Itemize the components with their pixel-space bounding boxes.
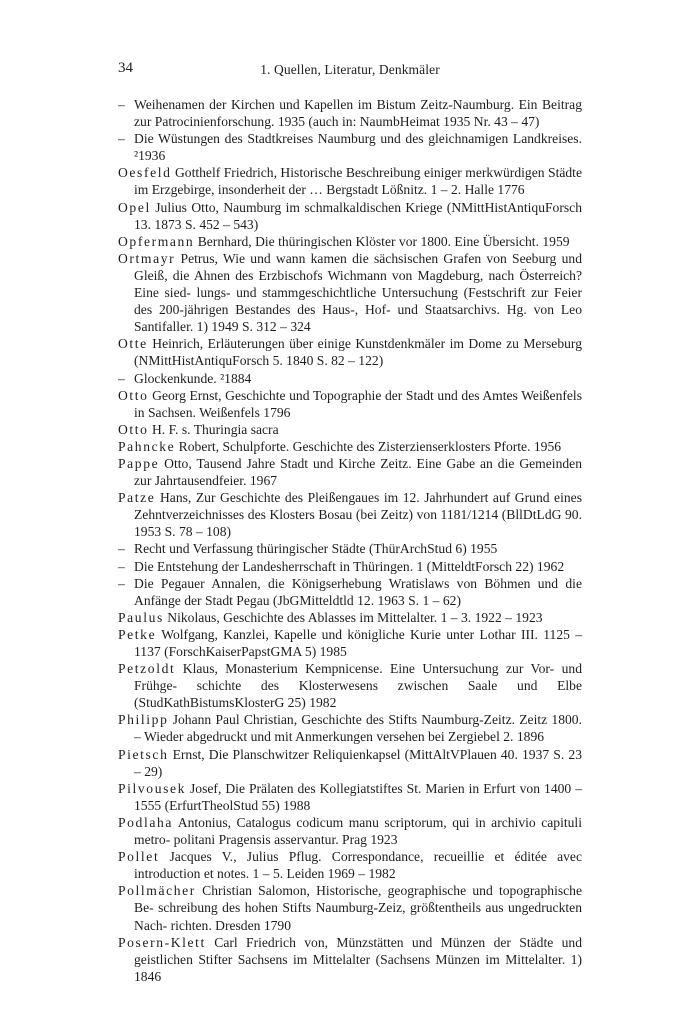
bibliography-entry	[118, 199, 582, 233]
entry-text: Petrus, Wie und wann kamen die sächsischen Grafen von Seeburg und Gleiß, die Ahnen des Erzbischofs Wichmann von Magdeburg, nach Österreich? Eine sied- lungs- und stammgeschichtliche Untersuchung (Festschrift zur Feier des 200-jährigen Bestandes des Haus-, Hof- und Staatsarchivs. Hg. von Leo Santifaller. 1) 1949 S. 312 – 324	[134, 250, 582, 335]
bibliography-entry	[118, 882, 582, 933]
bibliography-entry	[118, 609, 582, 626]
entry-author: Opfermann	[118, 233, 195, 249]
bibliography-entry	[118, 814, 582, 848]
entry-author: Posern-Klett	[118, 934, 206, 950]
bibliography-entry	[118, 421, 582, 438]
running-title: 1. Quellen, Literatur, Denkmäler	[260, 62, 440, 77]
entry-author: Otto	[118, 421, 149, 437]
entry-text: Georg Ernst, Geschichte und Topographie der Stadt und des Amtes Weißenfels in Sachsen. Weißenfels 1796	[134, 387, 582, 420]
entry-text: Ernst, Die Planschwitzer Reliquienkapsel (MittAltVPlauen 40. 1937 S. 23 – 29)	[134, 746, 582, 779]
bibliography-entry	[118, 455, 582, 489]
entry-text: Otto, Tausend Jahre Stadt und Kirche Zeitz. Eine Gabe an die Gemeinden zur Jahrtausendfeier. 1967	[134, 455, 582, 489]
entry-text: Glockenkunde. ²1884	[134, 370, 252, 386]
entry-author: Pollet	[118, 849, 160, 865]
entry-text: Klaus, Monasterium Kempnicense. Eine Untersuchung zur Vor- und Frühge- schichte des Klosterwesens zwischen Saale und Elbe (StudKathBistumsKlosterG 25) 1982	[134, 661, 582, 711]
bibliography-entry	[118, 558, 582, 575]
entry-text: Hans, Zur Geschichte des Pleißengaues im 12. Jahrhundert auf Grund eines Zehntverzeichnisses des Klosters Bosau (bei Zeitz) von 1181/1214 (BllDtLdG 90. 1953 S. 78 – 108)	[134, 490, 582, 540]
bibliography-list	[118, 96, 582, 985]
entry-author: Patze	[118, 490, 156, 506]
dash-marker: –	[118, 370, 125, 386]
bibliography-entry	[118, 233, 582, 250]
bibliography-entry	[118, 164, 582, 198]
entry-text: Weihenamen der Kirchen und Kapellen im Bistum Zeitz-Naumburg. Ein Beitrag zur Patrocinienforschung. 1935 (auch in: NaumbHeimat 1935 Nr. 43 – 47)	[134, 97, 582, 130]
dash-marker: –	[118, 541, 125, 557]
entry-author: Philipp	[118, 712, 169, 728]
entry-text: Bernhard, Die thüringischen Klöster vor 1800. Eine Übersicht. 1959	[194, 233, 570, 249]
entry-text: Johann Paul Christian, Geschichte des Stifts Naumburg-Zeitz. Zeitz 1800. – Wieder abgedruckt und mit Anmerkungen versehen bei Zergiebel 2. 1896	[134, 712, 582, 745]
bibliography-entry	[118, 575, 582, 609]
entry-text: Robert, Schulpforte. Geschichte des Zisterzienserklosters Pforte. 1956	[175, 438, 562, 454]
entry-text: Josef, Die Prälaten des Kollegiatstiftes St. Marien in Erfurt von 1400 – 1555 (ErfurtTheolStud 55) 1988	[134, 780, 582, 813]
entry-author: Pappe	[118, 455, 160, 471]
entry-author: Pietsch	[118, 746, 169, 762]
bibliography-entry	[118, 540, 582, 557]
dash-marker: –	[118, 558, 125, 574]
page-number: 34	[118, 60, 133, 76]
bibliography-entry	[118, 96, 582, 130]
entry-text: Carl Friedrich von, Münzstätten und Münzen der Städte und geistlichen Stifter Sachsens im Mittelalter (Sachsens Münzen im Mittelalter. 1) 1846	[134, 934, 582, 984]
entry-author: Petke	[118, 626, 157, 642]
bibliography-entry	[118, 335, 582, 369]
entry-text: Die Entstehung der Landesherrschaft in Thüringen. 1 (MitteldtForsch 22) 1962	[134, 558, 565, 574]
dash-marker: –	[118, 131, 125, 147]
dash-marker: –	[118, 97, 125, 112]
bibliography-entry	[118, 780, 582, 814]
bibliography-entry	[118, 130, 582, 164]
bibliography-entry	[118, 626, 582, 660]
entry-text: H. F. s. Thuringia sacra	[148, 421, 279, 437]
entry-author: Podlaha	[118, 814, 173, 830]
bibliography-entry	[118, 438, 582, 455]
bibliography-entry	[118, 746, 582, 780]
bibliography-entry	[118, 934, 582, 985]
entry-text: Gotthelf Friedrich, Historische Beschreibung einiger merkwürdigen Städte im Erzgebirge, insonderheit der … Bergstadt Lößnitz. 1 – 2. Halle 1776	[134, 165, 582, 198]
entry-author: Ortmayr	[118, 250, 176, 266]
entry-author: Pahncke	[118, 438, 176, 454]
entry-author: Paulus	[118, 609, 164, 625]
entry-author: Petzoldt	[118, 661, 176, 677]
entry-author: Otto	[118, 387, 149, 403]
entry-text: Nikolaus, Geschichte des Ablasses im Mittelalter. 1 – 3. 1922 – 1923	[163, 609, 543, 625]
entry-text: Wolfgang, Kanzlei, Kapelle und königliche Kurie unter Lothar III. 1125 – 1137 (ForschKaiserPapstGMA 5) 1985	[134, 626, 582, 659]
entry-author: Pollmächer	[118, 883, 196, 899]
entry-text: Recht und Verfassung thüringischer Städte (ThürArchStud 6) 1955	[134, 541, 498, 557]
bibliography-entry	[118, 387, 582, 421]
bibliography-entry	[118, 660, 582, 711]
entry-text: Heinrich, Erläuterungen über einige Kunstdenkmäler im Dome zu Merseburg (NMittHistAntiquForsch 5. 1840 S. 82 – 122)	[134, 336, 582, 369]
entry-text: Die Pegauer Annalen, die Königserhebung Wratislaws von Böhmen und die Anfänge der Stadt Pegau (JbGMitteldtld 12. 1963 S. 1 – 62)	[134, 575, 582, 608]
entry-author: Pilvousek	[118, 780, 187, 796]
bibliography-entry	[118, 370, 582, 387]
entry-text: Die Wüstungen des Stadtkreises Naumburg und des gleichnamigen Landkreises. ²1936	[134, 131, 582, 164]
bibliography-entry	[118, 250, 582, 335]
entry-author: Oesfeld	[118, 165, 172, 181]
dash-marker: –	[118, 575, 125, 591]
bibliography-entry	[118, 848, 582, 882]
entry-text: Julius Otto, Naumburg im schmalkaldischen Kriege (NMittHistAntiquForsch 13. 1873 S. 452 – 543)	[134, 199, 582, 232]
entry-author: Otte	[118, 336, 148, 352]
entry-text: Jacques V., Julius Pflug. Correspondance, recueillie et éditée avec introduction et notes. 1 – 5. Leiden 1969 – 1982	[134, 849, 582, 882]
entry-author: Opel	[118, 199, 151, 215]
entry-text: Antonius, Catalogus codicum manu scriptorum, qui in archivio capituli metro- politani Pragensis asservantur. Prag 1923	[134, 814, 582, 848]
bibliography-entry	[118, 489, 582, 540]
bibliography-entry	[118, 711, 582, 745]
entry-text: Christian Salomon, Historische, geographische und topographische Be- schreibung des hohen Stifts Naumburg-Zeiz, größtentheils aus ungedruckten Nach- richten. Dresden 1790	[134, 883, 582, 933]
